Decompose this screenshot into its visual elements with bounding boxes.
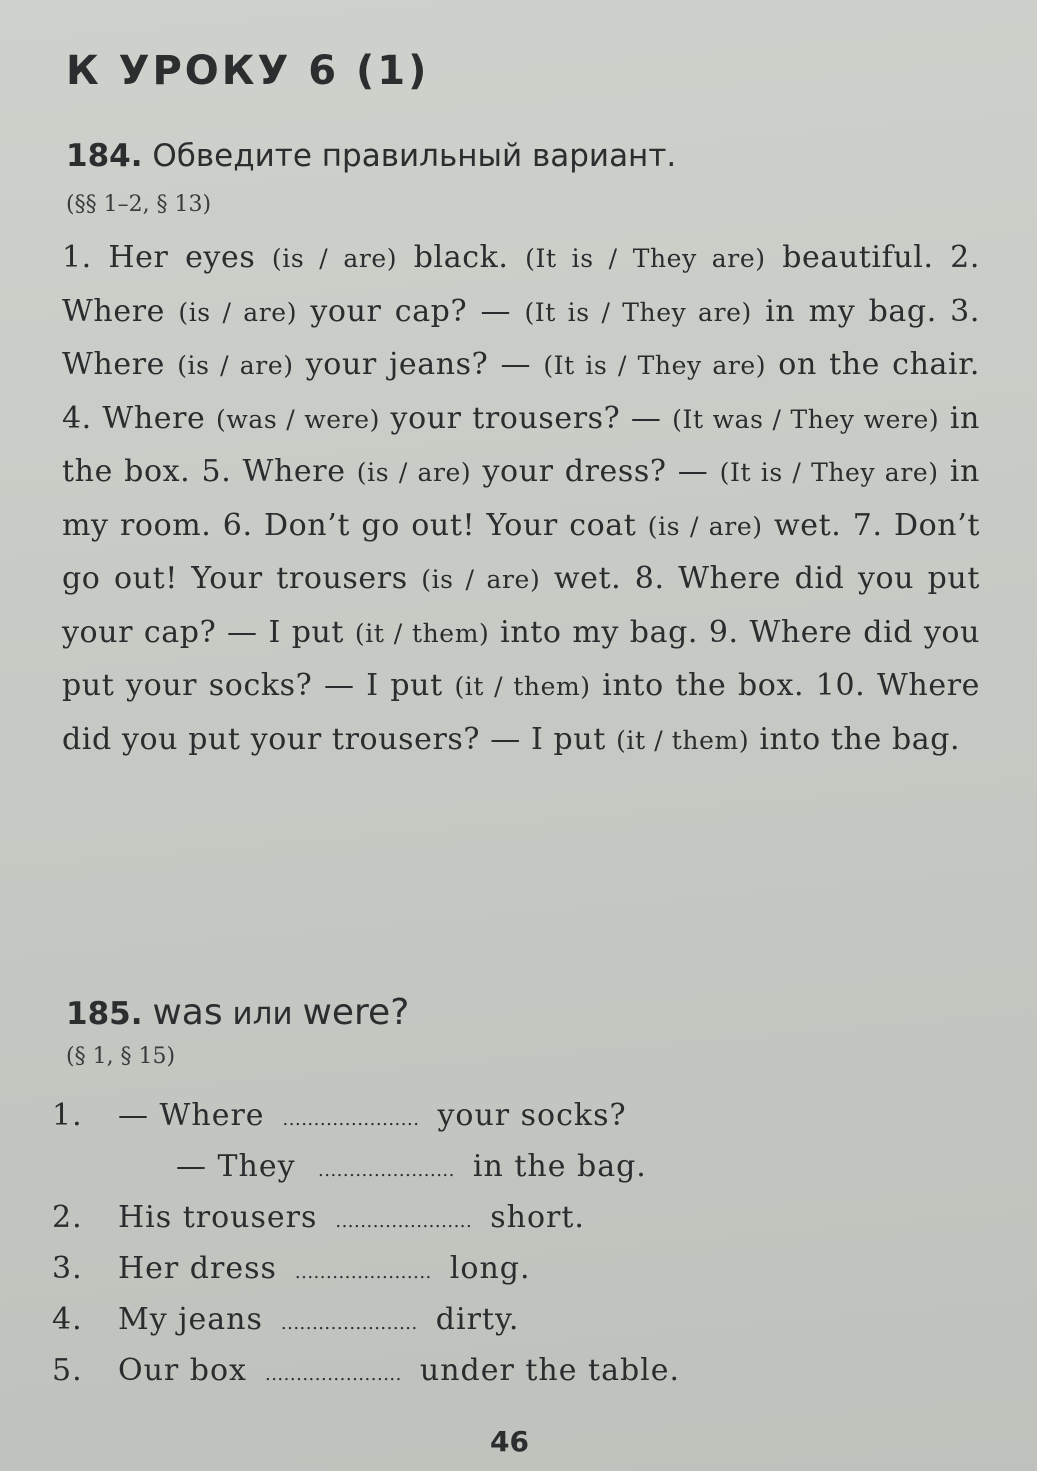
answer-choice: (It is / They are) bbox=[719, 458, 939, 487]
sentence-text: wet. 7. Don’t go out! Your trousers bbox=[62, 507, 980, 596]
exercise-185-number: 185. bbox=[66, 996, 143, 1032]
item-ending: long. bbox=[449, 1251, 531, 1286]
item-subject: Our box bbox=[118, 1353, 247, 1388]
exercise-184-instruction: Обведите правильный вариант. bbox=[152, 138, 677, 174]
fill-in-blank[interactable]: ...................... bbox=[264, 1364, 402, 1385]
answer-choice: (It is / They are) bbox=[543, 351, 767, 380]
exercise-185-word-was: was bbox=[152, 992, 223, 1033]
answer-choice: (it / them) bbox=[616, 725, 750, 755]
answer-choice: (is / are) bbox=[421, 565, 541, 594]
fill-in-blank[interactable]: ...................... bbox=[318, 1160, 455, 1181]
sentence-text: wet. 8. Where did you put your cap? — I put bbox=[62, 561, 980, 650]
answer-choice: (is / are) bbox=[177, 351, 294, 380]
exercise-item bbox=[52, 1294, 992, 1345]
sentence-text: your cap? — bbox=[297, 293, 525, 329]
fill-in-blank[interactable]: ...................... bbox=[294, 1262, 432, 1283]
item-number: 2. bbox=[52, 1200, 83, 1235]
exercise-item bbox=[52, 1192, 992, 1243]
item-ending: in the bag. bbox=[472, 1149, 647, 1184]
exercise-item bbox=[52, 1090, 992, 1141]
sentence-text: beautiful. 2. Where bbox=[62, 240, 980, 329]
exercise-185-reference: (§ 1, § 15) bbox=[66, 1044, 176, 1069]
exercise-184-text bbox=[62, 232, 980, 767]
exercise-184-reference: (§§ 1–2, § 13) bbox=[66, 192, 212, 217]
answer-choice: (is / are) bbox=[356, 458, 472, 487]
sentence-text: into the box. 10. Where did you put your trousers? — I put bbox=[62, 668, 980, 757]
sentence-text: black. bbox=[397, 240, 526, 275]
exercise-185-heading bbox=[66, 992, 409, 1033]
lesson-title: К УРОКУ 6 (1) bbox=[66, 48, 430, 94]
exercise-item bbox=[52, 1243, 992, 1294]
sentence-text: in my room. 6. Don’t go out! Your coat bbox=[62, 454, 980, 543]
answer-choice: (was / were) bbox=[215, 404, 380, 434]
item-ending: short. bbox=[490, 1200, 585, 1235]
item-ending: under the table. bbox=[419, 1353, 681, 1388]
exercise-184-heading bbox=[66, 138, 676, 174]
exercise-185-word-or: или bbox=[232, 996, 293, 1032]
answer-choice: (It was / They were) bbox=[672, 404, 940, 434]
item-number: 3. bbox=[52, 1251, 83, 1286]
exercise-item bbox=[52, 1345, 992, 1396]
sentence-text: 1. Her eyes bbox=[62, 240, 272, 275]
answer-choice: (is / are) bbox=[647, 511, 763, 541]
fill-in-blank[interactable]: ...................... bbox=[282, 1109, 420, 1130]
exercise-184-number: 184. bbox=[66, 138, 143, 174]
sentence-text: in my bag. 3. Where bbox=[62, 293, 980, 382]
item-subject: — They bbox=[176, 1149, 296, 1184]
fill-in-blank[interactable]: ...................... bbox=[280, 1313, 418, 1334]
item-subject: Her dress bbox=[118, 1251, 277, 1286]
answer-choice: (It is / They are) bbox=[525, 244, 766, 273]
sentence-text: your trousers? — bbox=[379, 400, 673, 436]
item-ending: dirty. bbox=[435, 1302, 520, 1337]
answer-choice: (is / are) bbox=[271, 244, 398, 273]
answer-choice: (is / are) bbox=[178, 297, 298, 327]
item-subject: — Where bbox=[118, 1098, 265, 1133]
exercise-185-word-were: were? bbox=[302, 992, 410, 1033]
item-subject: My jeans bbox=[118, 1302, 263, 1337]
answer-choice: (it / them) bbox=[354, 618, 490, 648]
fill-in-blank[interactable]: ...................... bbox=[335, 1211, 473, 1232]
answer-choice: (It is / They are) bbox=[524, 297, 752, 327]
item-subject: His trousers bbox=[118, 1200, 318, 1235]
sentence-text: on the chair. 4. Where bbox=[62, 347, 980, 436]
item-number: 4. bbox=[52, 1302, 83, 1337]
page-number: 46 bbox=[490, 1425, 529, 1458]
sentence-text: your dress? — bbox=[471, 454, 720, 489]
item-number: 5. bbox=[52, 1353, 83, 1388]
sentence-text: into my bag. 9. Where did you put your socks? — I put bbox=[62, 614, 980, 703]
answer-choice: (it / them) bbox=[454, 672, 591, 701]
sentence-text: in the box. 5. Where bbox=[62, 400, 980, 489]
sentence-text: your jeans? — bbox=[293, 347, 544, 382]
exercise-item bbox=[52, 1141, 992, 1192]
item-number: 1. bbox=[52, 1098, 83, 1133]
sentence-text: into the bag. bbox=[749, 721, 961, 757]
item-ending: your socks? bbox=[437, 1098, 627, 1133]
exercise-185-items bbox=[52, 1090, 992, 1396]
